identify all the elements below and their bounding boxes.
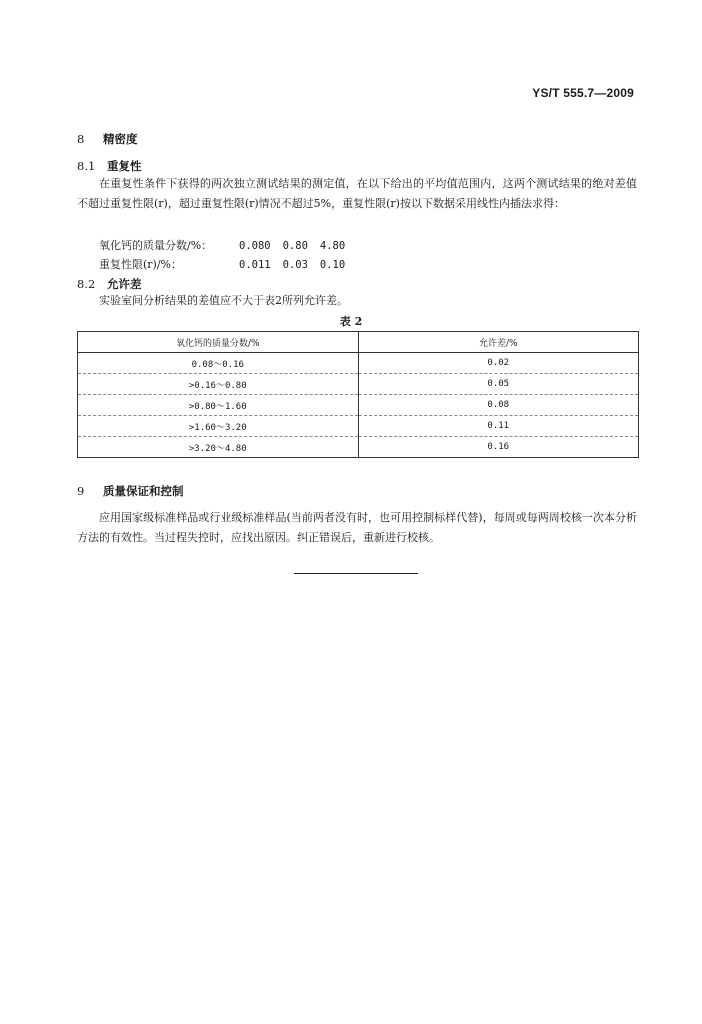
r-value-3: 0.10 [319, 259, 346, 271]
repeatability-limit-row [99, 256, 357, 272]
table-row [78, 437, 639, 458]
cao-mass-fraction-label: 氧化钙的质量分数/%： [99, 239, 213, 252]
tolerance-table [77, 331, 639, 458]
section-8-number: 8 [77, 132, 85, 146]
table-row [78, 374, 639, 395]
header-tolerance: 允许差/% [358, 332, 639, 353]
header-cao-mass-fraction: 氧化钙的质量分数/% [78, 332, 359, 353]
section-8-2-heading [77, 276, 142, 292]
tolerance-cell: 0.11 [358, 416, 639, 437]
cao-value-1: 0.080 [239, 240, 271, 252]
end-of-document-rule [294, 573, 418, 574]
standard-code: YS/T 555.7—2009 [532, 86, 634, 100]
section-8-heading [77, 131, 138, 147]
table-header-row [78, 332, 639, 353]
table-row [78, 416, 639, 437]
tolerance-cell: 0.05 [358, 374, 639, 395]
cao-mass-fraction-row [99, 237, 357, 253]
cao-value-2: 0.80 [282, 240, 308, 252]
section-8-2-title: 允许差 [107, 277, 142, 291]
tolerance-cell: 0.16 [358, 437, 639, 458]
r-value-2: 0.03 [282, 259, 308, 271]
range-cell: >3.20～4.80 [78, 437, 359, 458]
range-cell: >1.60～3.20 [78, 416, 359, 437]
repeatability-limit-label: 重复性限(r)/%： [99, 258, 182, 271]
section-9-paragraph: 应用国家级标准样品或行业级标准样品(当前两者没有时，也可用控制标样代替)，每周或每两周校核一次本分析方法的有效性。当过程失控时，应找出原因。纠正错误后，重新进行校核。 [77, 511, 637, 544]
cao-value-3: 4.80 [319, 240, 346, 252]
section-9-number: 9 [77, 484, 85, 498]
tolerance-cell: 0.08 [358, 395, 639, 416]
range-cell: 0.08～0.16 [78, 353, 359, 374]
section-8-title: 精密度 [103, 132, 138, 146]
tolerance-cell: 0.02 [358, 353, 639, 374]
section-8-2-paragraph: 实验室间分析结果的差值应不大于表2所列允许差。 [99, 294, 348, 307]
table-row [78, 395, 639, 416]
table-row [78, 353, 639, 374]
section-9-title: 质量保证和控制 [103, 484, 184, 498]
table-2-title: 表 2 [339, 315, 363, 328]
section-9-heading [77, 483, 184, 499]
section-8-1-number: 8.1 [77, 159, 96, 173]
section-8-2-number: 8.2 [77, 277, 96, 291]
section-8-1-paragraph: 在重复性条件下获得的两次独立测试结果的测定值，在以下给出的平均值范围内，这两个测试结果的绝对差值不超过重复性限(r)，超过重复性限(r)情况不超过5%，重复性限(r)按以下数据采用线性内插法求得： [77, 177, 637, 210]
r-value-1: 0.011 [239, 259, 271, 271]
section-8-1-heading [77, 158, 142, 174]
range-cell: >0.16～0.80 [78, 374, 359, 395]
section-8-1-title: 重复性 [107, 159, 142, 173]
range-cell: >0.80～1.60 [78, 395, 359, 416]
